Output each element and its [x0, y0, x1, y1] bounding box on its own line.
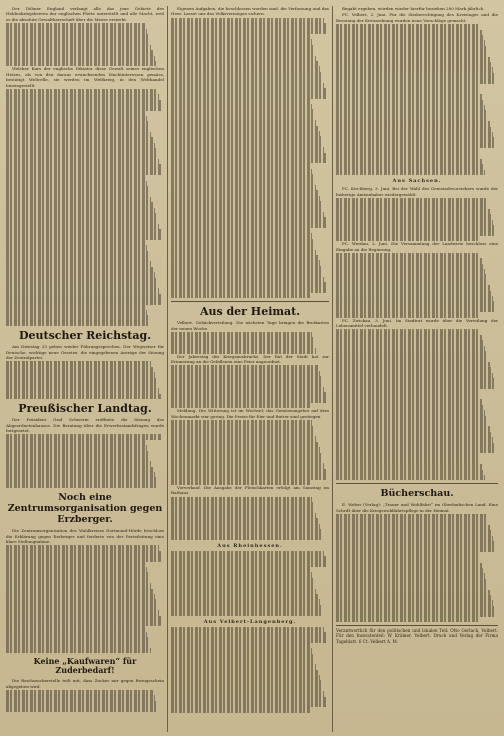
column-1 [6, 6, 164, 732]
heimat-subtitle: Velbert, Gebäckverteilung. Die nächsten Tage bringen die Brotkarten der neuen Woche. [171, 320, 329, 331]
heading-landtag: Preußischer Landtag. [18, 402, 152, 416]
intro-paragraph: Der Döhner England verlangt alle das jene Gebiete des Heldenkriegsheeres der englischen Flotte unterstellt und alle Macht, weil er die absolute Gewaltherrschaft über die Meere erstrebt. [6, 6, 164, 22]
col3-text-b: PC. Kirchberg, 3. Juni. Bei der Wahl des Gemeindevorstehers wurde der bisherige Amtsinhaber wiedergewählt. [336, 186, 498, 197]
column-3 [336, 6, 498, 732]
landtag-text: Der Präsident Graf Schwerin eröffnete die Sitzung des Abgeordnetenhauses. Die Beratung über die Erwerbsstandsfragen wurde fortgesetzt. [6, 417, 164, 433]
text-line [6, 321, 150, 326]
zucker-text: Die Reichszuckerstelle teilt mit, dass Zucker nur gegen Bezugsschein abgegeben wird. [6, 678, 164, 689]
column-2 [171, 6, 329, 732]
col3-text-c: PC. Werdau, 2. Juni. Die Versammlung der Landwirte beschloss eine Eingabe an die Regierung. [336, 241, 498, 252]
zentrum-text: Die Zentrumsorganisation des Wahlkreises Dortmund-Hörde beschloss die Erklärung gegen Erzberger und forderte von der Parteileitung eine klare Stellungnahme. [6, 528, 164, 545]
text-line [6, 706, 158, 711]
heading-buecherschau: Bücherschau. [380, 488, 454, 500]
text-line [171, 480, 310, 485]
heading-heimat: Aus der Heimat. [199, 305, 301, 319]
column-rule-1 [167, 6, 168, 732]
text-line [6, 394, 161, 399]
col2-top-text: Eigenen Aufgaben, die beschlossen worden sind, die Verfassung und das Heer. Lasset uns das Volksvermögen sichern. [171, 6, 329, 17]
text-line [6, 648, 151, 653]
heimat-text-a: Der Jahrestag des Kriegsausbruchs. Der Rat der Stadt hat zur Erinnerung an die Gefallenen eine Feier angeordnet. [171, 353, 329, 364]
col3-text-a: FC. Velbert, 2. Juni. Für die Sitzberechtigung des Kreistages und die Beratung der Kreisordnung wurden neue Vorschläge gemacht. [336, 12, 498, 23]
text-line [171, 610, 323, 615]
text-line [336, 617, 479, 622]
text-line [336, 475, 485, 480]
heading-zucker: Keine „Kaufwaren“ für Zuderbedarf! [33, 656, 137, 676]
imprint-footer: Verantwortlich für den politischen und lokalen Teil: Otto Gerlach, Velbert. Für den Inseratenteil: W. Krämer, Velbert. Druck und Verlag der Firma Tageblatt. 6 Ct. Velbert A. M. [336, 625, 498, 644]
subheading-velbert: Aus Velbert-Langenberg. [203, 618, 297, 625]
text-line [336, 170, 485, 175]
heading-reichstag: Deutscher Reichstag. [18, 329, 152, 343]
text-line [336, 312, 479, 317]
text-line [171, 534, 323, 539]
col3-top-text: Begabt ergeben, würden wieder hierfür beziehen 200 Mark jährlich. [342, 6, 485, 11]
text-line [171, 707, 310, 712]
col3-text-d: PC. Zwickau, 3. Juni. Im Stadtrat wurde über die Verteilung der Lebensmittel verhandelt. [336, 317, 498, 328]
heimat-text-b: Meldung. Die Witterung ist im Wechsel; das Gemüseangebot auf dem Wochenmarkt war gering. Die Preise für Eier und Butter sind gestiegen. [171, 408, 329, 419]
text-line [6, 483, 158, 488]
subheading-rheinhessen: Aus Rheinhessen. [217, 542, 283, 549]
text-line [171, 293, 310, 298]
reichstag-text: Am Dienstag 25 geben wieder Führungssprechen. Der Wegweiser für Deutsche, wichtige neue Gesetze, die eingegebenen Anträge der Sitzung der Zentralpartei. [6, 344, 164, 360]
heimat-text-c: Vorverkauf. Die Ausgabe der Fleischkarten erfolgt am Samstag im Rathaus. [171, 484, 329, 496]
heading-zentrum: Noch eine Zentrumsorganisation gegen Erzberger. [7, 492, 163, 526]
text-line [171, 348, 316, 353]
text-line [6, 61, 156, 66]
col3-text-e: E. Weber (Verlag): „Trauer und Wohlfahrt“ im Oberbadischen Land. Eine Schrift über die Kriegswohlfahrtspflege in der Heimat. [336, 502, 498, 513]
intro-paragraph-2: Welcher Kurs der englische Diktator diese Gewalt seines englischen Hetzes, als von den daraus erwachsenden Machtinteressen gemäss, bestätigt Weltrelle, sie werden im Weltkrieg, in den Welthandel hineingestellt. [6, 66, 164, 88]
text-line [336, 236, 479, 241]
text-line [171, 403, 310, 408]
column-rule-2 [332, 6, 333, 732]
subheading-sachsen: Aus Sachsen. [392, 178, 442, 185]
